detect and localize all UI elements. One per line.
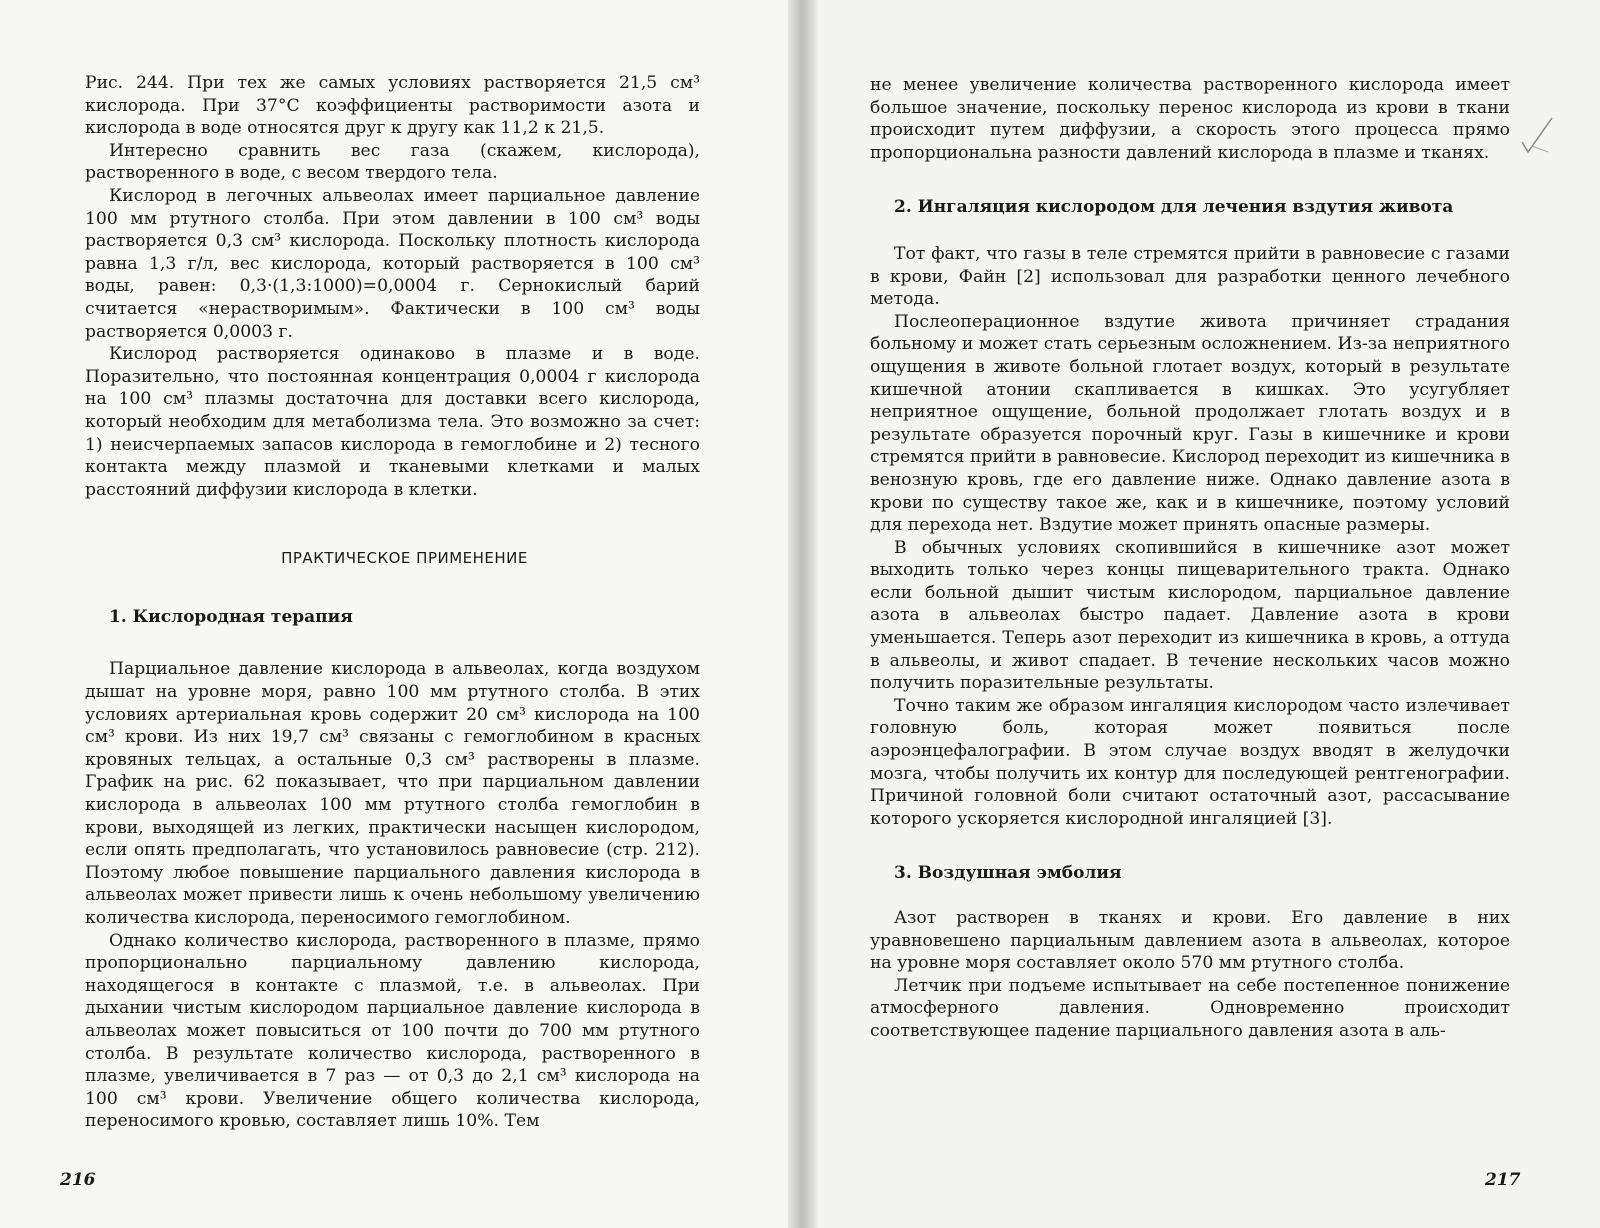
book-gutter <box>788 0 818 1228</box>
subsection-heading: 3. Воздушная эмболия <box>894 863 1122 884</box>
right-text-column <box>870 74 1510 1043</box>
paragraph: Летчик при подъеме испытывает на себе постепенное понижение атмосферного давления. Одновременно происходит соответствующее падение парциального давления азота в аль- <box>870 975 1510 1041</box>
paragraph: Рис. 244. При тех же самых условиях растворяется 21,5 см³ кислорода. При 37°С коэффициенты растворимости азота и кислорода в воде относятся друг к другу как 11,2 к 21,5. <box>85 73 700 139</box>
subsection-heading: 1. Кислородная терапия <box>109 606 353 627</box>
page-number: 216 <box>60 1170 96 1190</box>
paragraph: Кислород в легочных альвеолах имеет парциальное давление 100 мм ртутного столба. При этом давлении в 100 см³ воды растворяется 0,3 см³ кислорода. Поскольку плотность кислорода равна 1,3 г/л, вес кислорода, который растворяется в 100 см³ воды, равен: 0,3·(1,3:1000)=0,0004 г. Сернокислый барий считается «нерастворимым». Фактически в 100 см³ воды растворяется 0,0003 г. <box>85 185 700 342</box>
subsection-heading: 2. Ингаляция кислородом для лечения вздутия живота <box>894 197 1454 218</box>
paragraph: Парциальное давление кислорода в альвеолах, когда воздухом дышат на уровне моря, равно 100 мм ртутного столба. В этих условиях артериальная кровь содержит 20 см³ кислорода на 100 см³ крови. Из них 19,7 см³ связаны с гемоглобином в красных кровяных тельцах, а остальные 0,3 см³ растворены в плазме. График на рис. 62 показывает, что при парциальном давлении кислорода в альвеолах 100 мм ртутного столба гемоглобин в крови, выходящей из легких, практически насыщен кислородом, если опять предполагать, что установилось равновесие (стр. 212). Поэтому любое повышение парциального давления кислорода в альвеолах может привести лишь к очень небольшому увеличению количества кислорода, переносимого гемоглобином. <box>85 659 700 928</box>
paragraph: В обычных условиях скопившийся в кишечнике азот может выходить только через концы пищеварительного тракта. Однако если больной дышит чистым кислородом, парциальное давление азота в альвеолах быстро падает. Давление азота в крови уменьшается. Теперь азот переходит из кишечника в кровь, а оттуда в альвеолы, и живот спадает. В течение нескольких часов можно получить поразительные результаты. <box>870 537 1510 694</box>
left-text-column <box>85 72 700 1133</box>
page-number: 217 <box>1485 1170 1521 1190</box>
paragraph: Тот факт, что газы в теле стремятся прийти в равновесие с газами в крови, Файн [2] использовал для разработки ценного лечебного метода. <box>870 243 1510 310</box>
paragraph: Интересно сравнить вес газа (скажем, кислорода), растворенного в воде, с весом твердого тела. <box>85 140 700 184</box>
paragraph: Кислород растворяется одинаково в плазме и в воде. Поразительно, что постоянная концентрация 0,0004 г кислорода на 100 см³ плазмы достаточна для доставки всего кислорода, который необходим для метаболизма тела. Это возможно за счет: 1) неисчерпаемых запасов кислорода в гемоглобине и 2) тесного контакта между плазмой и тканевыми клетками и малых расстояний диффузии кислорода в клетки. <box>85 344 700 500</box>
pencil-checkmark-icon <box>1518 112 1558 162</box>
paragraph: Однако количество кислорода, растворенного в плазме, прямо пропорционально парциальному давлению кислорода, находящегося в контакте с плазмой, т.е. в альвеолах. При дыхании чистым кислородом парциальное давление кислорода в альвеолах может повыситься от 100 почти до 700 мм ртутного столба. В результате количество кислорода, растворенного в плазме, увеличивается в 7 раз — от 0,3 до 2,1 см³ кислорода на 100 см³ крови. Увеличение общего количества кислорода, переносимого кровью, составляет лишь 10%. Тем <box>85 930 700 1132</box>
paragraph: Точно таким же образом ингаляция кислородом часто излечивает головную боль, которая может появиться после аэроэнцефалографии. В этом случае воздух вводят в желудочки мозга, чтобы получить их контур для последующей рентгенографии. Причиной головной боли считают остаточный азот, рассасывание которого ускоряется кислородной ингаляцией [3]. <box>870 695 1510 829</box>
paragraph: не менее увеличение количества растворенного кислорода имеет большое значение, поскольку перенос кислорода из крови в ткани происходит путем диффузии, а скорость этого процесса прямо пропорциональна разности давлений кислорода в плазме и тканях. <box>870 75 1510 163</box>
paragraph: Послеоперационное вздутие живота причиняет страдания больному и может стать серьезным осложнением. Из-за неприятного ощущения в животе больной глотает воздух, который в результате кишечной атонии скапливается в кишках. Это усугубляет неприятное ощущение, больной продолжает глотать воздух и в результате образуется порочный круг. Газы в кишечнике и крови стремятся прийти в равновесие. Кислород переходит из кишечника в венозную кровь, где его давление ниже. Однако давление азота в крови по существу такое же, как и в кишечнике, поэтому условий для перехода нет. Вздутие может принять опасные размеры. <box>870 311 1510 536</box>
paragraph: Азот растворен в тканях и крови. Его давление в них уравновешено парциальным давлением азота в альвеолах, которое на уровне моря составляет около 570 мм ртутного столба. <box>870 908 1510 974</box>
section-heading: ПРАКТИЧЕСКОЕ ПРИМЕНЕНИЕ <box>281 549 528 568</box>
